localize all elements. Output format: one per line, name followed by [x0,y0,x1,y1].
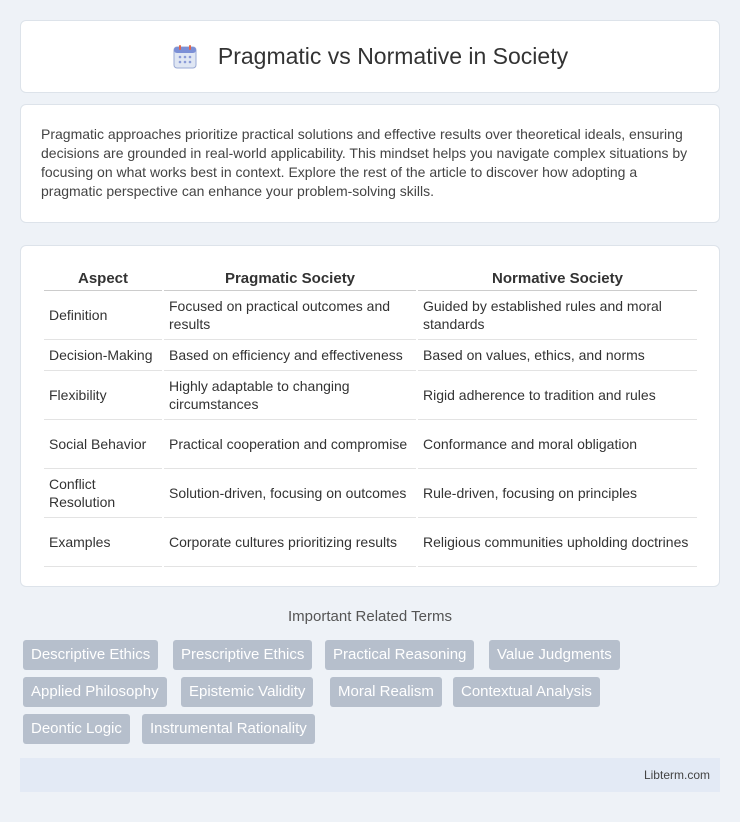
tag-contextual-analysis[interactable]: Contextual Analysis [453,677,600,707]
table-cell: Definition [44,291,162,340]
intro-text: Pragmatic approaches prioritize practical solutions and effective results over theoretical ideals, ensuring decisions are grounded in real-world applicability. This mindset helps you navigate complex situations by focusing on what works best in context. Explore the rest of the article to discover how adopting a pragmatic perspective can enhance your problem-solving skills. [41,126,688,199]
table-cell: Social Behavior [44,420,162,469]
table-cell: Solution-driven, focusing on outcomes [164,469,416,518]
table-row [44,469,697,518]
table-cell: Rigid adherence to tradition and rules [418,371,697,420]
table-row [44,291,697,340]
comparison-table [42,266,699,567]
column-header-pragmatic: Pragmatic Society [164,266,416,291]
tag-prescriptive-ethics[interactable]: Prescriptive Ethics [173,640,312,670]
table-cell: Rule-driven, focusing on principles [418,469,697,518]
footer [20,758,720,792]
table-cell: Religious communities upholding doctrines [418,518,697,567]
calendar-icon [172,44,198,70]
page-title: Pragmatic vs Normative in Society [217,43,569,69]
tag-instrumental-rationality[interactable]: Instrumental Rationality [142,714,315,744]
table-cell: Highly adaptable to changing circumstances [164,371,416,420]
table-cell: Decision-Making [44,340,162,371]
table-cell: Focused on practical outcomes and results [164,291,416,340]
footer-site-link[interactable]: Libterm.com [643,768,710,782]
table-row [44,518,697,567]
tag-descriptive-ethics[interactable]: Descriptive Ethics [23,640,158,670]
related-terms-title: Important Related Terms [288,608,452,625]
tag-epistemic-validity[interactable]: Epistemic Validity [181,677,313,707]
table-row [44,420,697,469]
table-cell: Practical cooperation and compromise [164,420,416,469]
table-cell: Guided by established rules and moral standards [418,291,697,340]
table-row [44,371,697,420]
tag-moral-realism[interactable]: Moral Realism [330,677,442,707]
tag-practical-reasoning[interactable]: Practical Reasoning [325,640,474,670]
table-row [44,340,697,371]
table-cell: Examples [44,518,162,567]
table-header-row [44,266,697,291]
tag-value-judgments[interactable]: Value Judgments [489,640,620,670]
intro-card [20,104,720,223]
table-cell: Corporate cultures prioritizing results [164,518,416,567]
table-cell: Based on efficiency and effectiveness [164,340,416,371]
table-cell: Based on values, ethics, and norms [418,340,697,371]
table-cell: Conflict Resolution [44,469,162,518]
column-header-normative: Normative Society [418,266,697,291]
table-cell: Conformance and moral obligation [418,420,697,469]
column-header-aspect: Aspect [44,266,162,291]
table-cell: Flexibility [44,371,162,420]
tag-deontic-logic[interactable]: Deontic Logic [23,714,130,744]
header-card [20,20,720,93]
tag-applied-philosophy[interactable]: Applied Philosophy [23,677,167,707]
comparison-card [20,245,720,587]
